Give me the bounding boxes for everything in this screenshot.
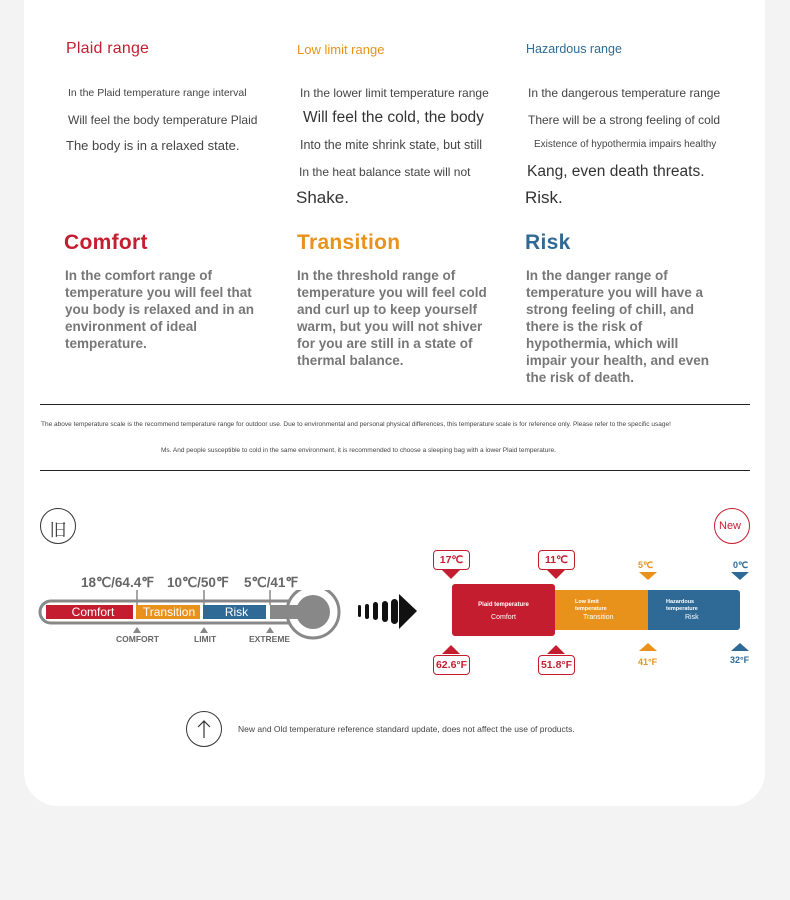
risk-heading: Risk (525, 231, 571, 254)
col3-line2: There will be a strong feeling of cold (528, 113, 721, 127)
new-small-top-5c: 5℃ (638, 560, 654, 570)
marker-up-62 (442, 645, 460, 654)
new-comfort-label1: Plaid temperature (478, 602, 529, 608)
new-risk-box (648, 590, 740, 630)
new-small-bottom-41f: 41°F (638, 657, 658, 667)
col2-line5: Shake. (296, 188, 349, 207)
note-line-1: The above temperature scale is the recommend temperature range for outdoor use. Due to environmental and personal physical differences, this temperature scale is for reference only. Please refer to the specific usage! (41, 421, 671, 428)
new-risk-label3: Risk (685, 614, 699, 621)
right-arrow-icon (356, 593, 418, 631)
marker-down-5c (639, 572, 657, 580)
transition-heading: Transition (297, 231, 401, 254)
old-seg-comfort: Comfort (71, 605, 115, 619)
new-transition-label1: Low limit (575, 599, 599, 605)
divider-top (40, 404, 750, 405)
new-bottom-tag-51: 51.8°F (538, 655, 575, 675)
new-risk-label1: Hazardous (666, 599, 695, 605)
arrow-up-icon (186, 711, 222, 747)
old-badge-label: 旧 (49, 521, 67, 540)
col1-line3: The body is in a relaxed state. (66, 138, 240, 153)
note-line-2: Ms. And people susceptible to cold in the same environment, it is recommended to choose a sleeping bag with a lower Plaid temperature. (161, 447, 556, 454)
new-risk-label2: temperature (666, 606, 698, 612)
new-small-bottom-32f: 32°F (730, 655, 750, 665)
plaid-range-title: Plaid range (66, 40, 150, 57)
col2-line3: Into the mite shrink state, but still (300, 138, 483, 152)
new-top-tag-11: 11℃ (538, 550, 575, 570)
old-tick-extreme: EXTREME (249, 634, 291, 644)
old-seg-transition: Transition (142, 605, 196, 619)
old-tick-comfort: COMFORT (116, 634, 159, 644)
old-temp-2: 10℃/50℉ (167, 575, 229, 590)
new-transition-box (555, 590, 648, 630)
new-comfort-box (452, 584, 555, 636)
marker-down-11 (547, 570, 565, 579)
new-bottom-tag-62: 62.6°F (433, 655, 470, 675)
new-transition-label2: temperature (575, 606, 607, 612)
marker-up-32f (731, 643, 749, 651)
new-badge-label: New (719, 520, 742, 532)
marker-down-17 (442, 570, 460, 579)
new-top-tag-17: 17℃ (433, 550, 470, 570)
col3-line1: In the dangerous temperature range (528, 86, 721, 100)
col2-line1: In the lower limit temperature range (300, 86, 489, 100)
marker-down-0c (731, 572, 749, 580)
old-badge (40, 508, 76, 544)
new-badge (714, 508, 750, 544)
transition-paragraph: In the threshold range of temperature you will feel cold and curl up to keep yourself warm, but you will not shiver for you are still in a state of thermal balance. (297, 268, 487, 368)
col2-line4: In the heat balance state will not (299, 165, 471, 179)
low-limit-range-title: Low limit range (297, 42, 385, 57)
old-tick-limit: LIMIT (194, 634, 217, 644)
divider-bottom (40, 470, 750, 471)
comfort-paragraph: In the comfort range of temperature you will feel that you body is relaxed and in an environment of ideal temperature. (65, 268, 255, 351)
risk-paragraph: In the danger range of temperature you will have a strong feeling of chill, and there is the risk of hypothermia, which will impair your health, and even the risk of death. (526, 268, 710, 385)
col1-line1: In the Plaid temperature range interval (68, 87, 247, 99)
col3-line4: Kang, even death threats. (527, 163, 705, 180)
col3-line3: Existence of hypothermia impairs healthy (534, 139, 717, 150)
marker-up-41f (639, 643, 657, 651)
old-temp-1: 18℃/64.4℉ (81, 575, 155, 590)
new-small-top-0c: 0℃ (733, 560, 749, 570)
marker-up-51 (547, 645, 565, 654)
col1-line2: Will feel the body temperature Plaid (68, 113, 258, 127)
col3-line5: Risk. (525, 188, 563, 207)
new-comfort-label2: Comfort (491, 614, 516, 621)
footer-note: New and Old temperature reference standard update, does not affect the use of products. (238, 724, 575, 734)
new-transition-label3: Transition (583, 614, 614, 621)
old-temp-3: 5℃/41℉ (244, 575, 299, 590)
comfort-heading: Comfort (64, 231, 148, 254)
old-seg-risk: Risk (224, 605, 249, 619)
hazardous-range-title: Hazardous range (526, 42, 622, 56)
col2-line2: Will feel the cold, the body (303, 109, 484, 126)
